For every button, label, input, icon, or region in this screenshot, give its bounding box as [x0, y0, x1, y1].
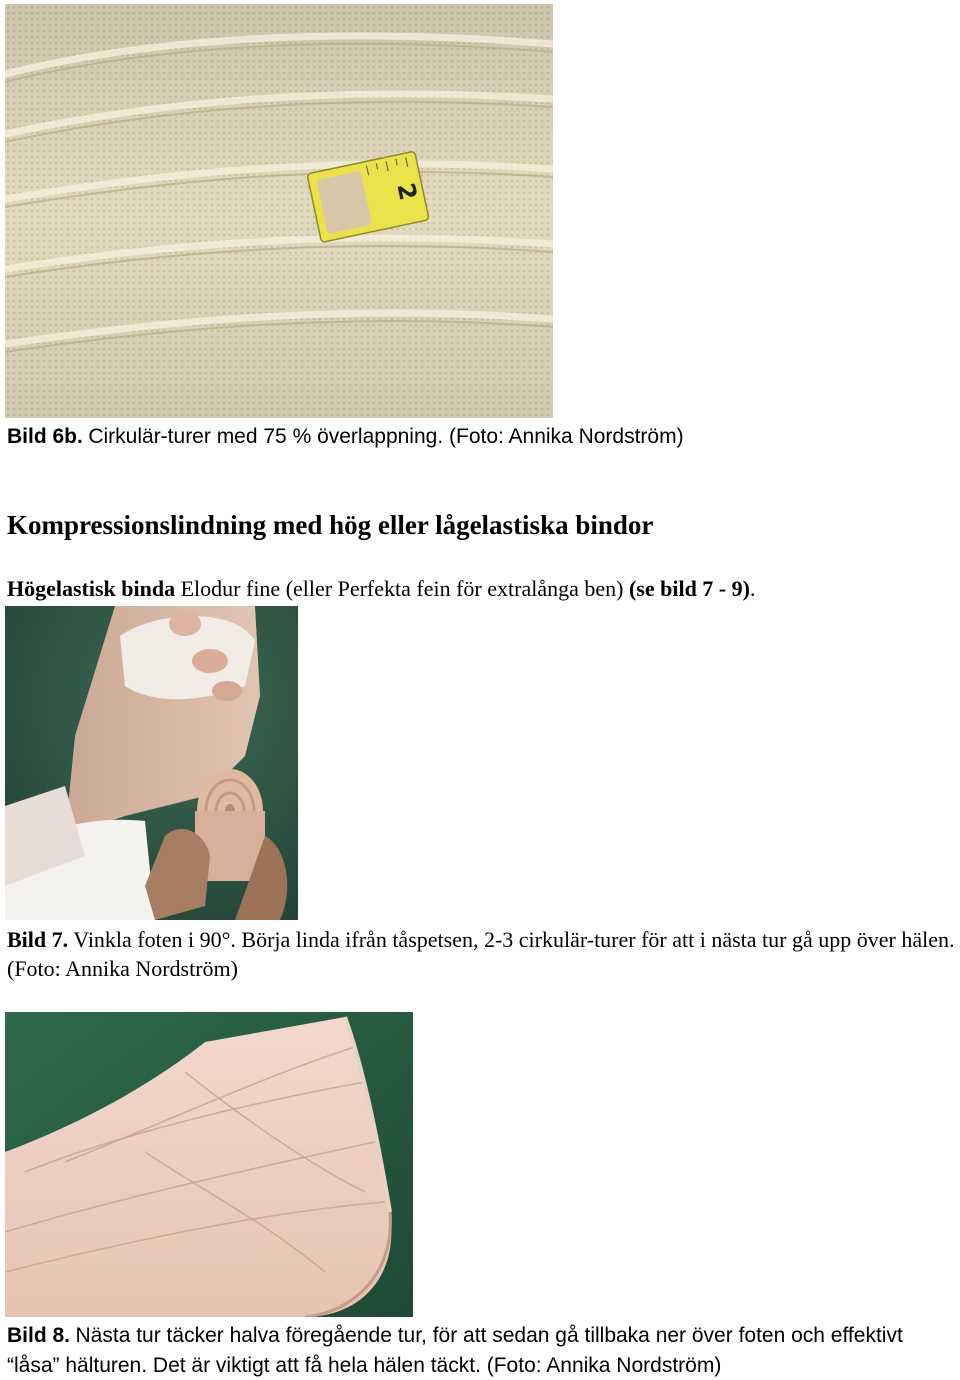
bandaged-heel-photo — [5, 1012, 413, 1317]
measuring-tag-number: 2 — [391, 180, 423, 203]
intro-text: Elodur fine (eller Perfekta fein för extralånga ben) — [180, 576, 624, 601]
caption-label: Bild 8. — [7, 1324, 71, 1347]
intro-end: . — [749, 576, 756, 601]
caption-bild-7 — [7, 925, 957, 983]
foot-bandaging-photo — [5, 606, 298, 920]
bandaged-heel-illustration — [5, 1012, 413, 1317]
intro-bold-lead: Högelastisk binda — [7, 576, 176, 601]
bandage-overlap-illustration — [5, 4, 553, 418]
caption-bild-6b — [7, 421, 684, 451]
intro-paragraph — [7, 574, 755, 604]
caption-text: Vinkla foten i 90°. Börja linda ifrån tåspetsen, 2-3 cirkulär-turer för att i nästa tur gå upp över hälen. (Foto: Annika Nordström) — [7, 927, 955, 981]
section-heading: Kompressionslindning med hög eller lågelastiska bindor — [7, 510, 654, 540]
foot-bandaging-illustration — [5, 606, 298, 920]
caption-text: Cirkulär-turer med 75 % överlappning. (Foto: Annika Nordström) — [88, 425, 684, 448]
caption-bild-8 — [7, 1320, 957, 1380]
caption-label: Bild 7. — [7, 927, 69, 952]
caption-label: Bild 6b. — [7, 425, 83, 448]
caption-text: Nästa tur täcker halva föregående tur, för att sedan gå tillbaka ner över foten och effektivt “låsa” hälturen. Det är viktigt att få hela hälen täckt. (Foto: Annika Nordström) — [7, 1324, 903, 1377]
intro-figure-ref: (se bild 7 - 9) — [628, 576, 750, 601]
bandage-overlap-photo — [5, 4, 553, 418]
